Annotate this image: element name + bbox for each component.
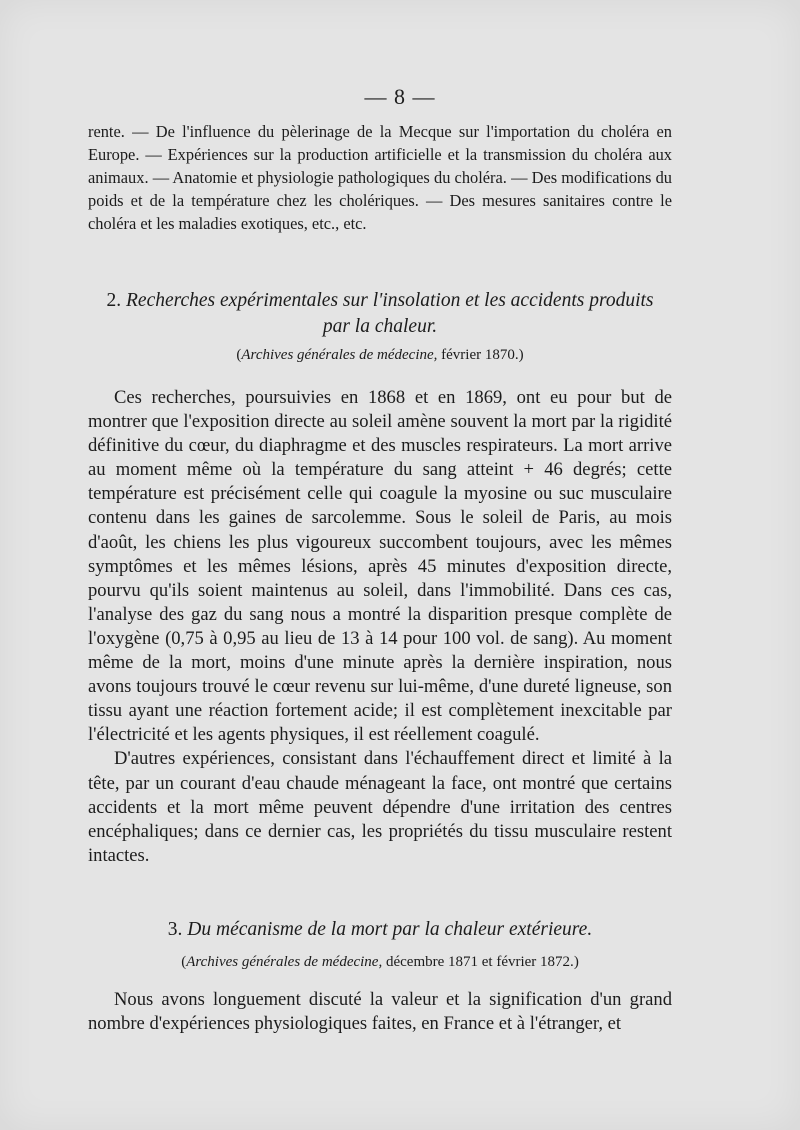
section-2-body bbox=[88, 386, 672, 868]
intro-paragraph: rente. — De l'influence du pèlerinage de la Mecque sur l'importation du choléra en Europe. — Expériences sur la production artificielle et la transmission du choléra aux animaux. — Anatomie et physiologie pathologiques du choléra. — Des modifications du poids et de la température chez les cholériques. — Des mesures sanitaires contre le choléra et les maladies exotiques, etc., etc. bbox=[88, 122, 672, 233]
section-3-paragraph: Nous avons longuement discuté la valeur et la signification d'un grand nombre d'expériences physiologiques faites, en France et à l'étranger, et bbox=[88, 989, 672, 1035]
section-3-title bbox=[88, 917, 672, 943]
section-2-source: (Archives générales de médecine, février 1870.) bbox=[236, 347, 524, 363]
section-3-number: 3. bbox=[167, 919, 183, 940]
section-3-source-journal: Archives générales de médecine, bbox=[186, 954, 383, 970]
section-2-source-date: février 1870. bbox=[441, 347, 519, 363]
section-2-paragraph: Ces recherches, poursuivies en 1868 et en 1869, ont eu pour but de montrer que l'exposition directe au soleil amène souvent la mort par la rigidité définitive du cœur, du diaphragme et des muscles respirateurs. La mort arrive au moment même où la température du sang atteint + 46 degrés; cette température est précisément celle qui coagule la myosine ou suc musculaire contenu dans les gaines de sarcolemme. Sous le soleil de Paris, au mois d'août, les chiens les plus vigoureux succombent toujours, avec les mêmes symptômes et les mêmes lésions, après 45 minutes d'exposition directe, pourvu qu'ils soient maintenus au soleil, dans l'immobilité. Dans ces cas, l'analyse des gaz du sang nous a montré la disparition presque complète de l'oxygène (0,75 à 0,95 au lieu de 13 à 14 pour 100 vol. de sang). Au moment même de la mort, moins d'une minute après la dernière inspiration, nous avons toujours trouvé le cœur revenu sur lui-même, d'une dureté ligneuse, son tissu ayant une réaction fortement acide; il est complètement inexcitable par l'électricité et les agents physiques, il est réellement coagulé. bbox=[88, 387, 672, 746]
section-2-number: 2. bbox=[106, 290, 122, 311]
section-2-paragraph: D'autres expériences, consistant dans l'échauffement direct et limité à la tête, par un courant d'eau chaude ménageant la face, ont montré que certains accidents et la mort même peuvent dépendre d'une irritation des centres encéphaliques; dans ce dernier cas, les propriétés du tissu musculaire restent intactes. bbox=[88, 748, 672, 866]
section-2-source-journal: Archives générales de médecine, bbox=[241, 347, 438, 363]
page-number: — 8 — bbox=[364, 84, 436, 109]
section-3-source: (Archives générales de médecine, décembre 1871 et février 1872.) bbox=[181, 954, 579, 970]
section-3-title-text: Du mécanisme de la mort par la chaleur extérieure. bbox=[187, 919, 593, 940]
section-3-body bbox=[88, 988, 672, 1036]
section-2-title-line2: par la chaleur. bbox=[322, 316, 438, 337]
section-3-heading bbox=[88, 917, 672, 943]
section-2-title bbox=[88, 288, 672, 340]
section-3-source-date: décembre 1871 et février 1872. bbox=[385, 954, 574, 970]
section-2-heading bbox=[88, 288, 672, 340]
section-2-title-line1: Recherches expérimentales sur l'insolation et les accidents produits bbox=[126, 290, 654, 311]
